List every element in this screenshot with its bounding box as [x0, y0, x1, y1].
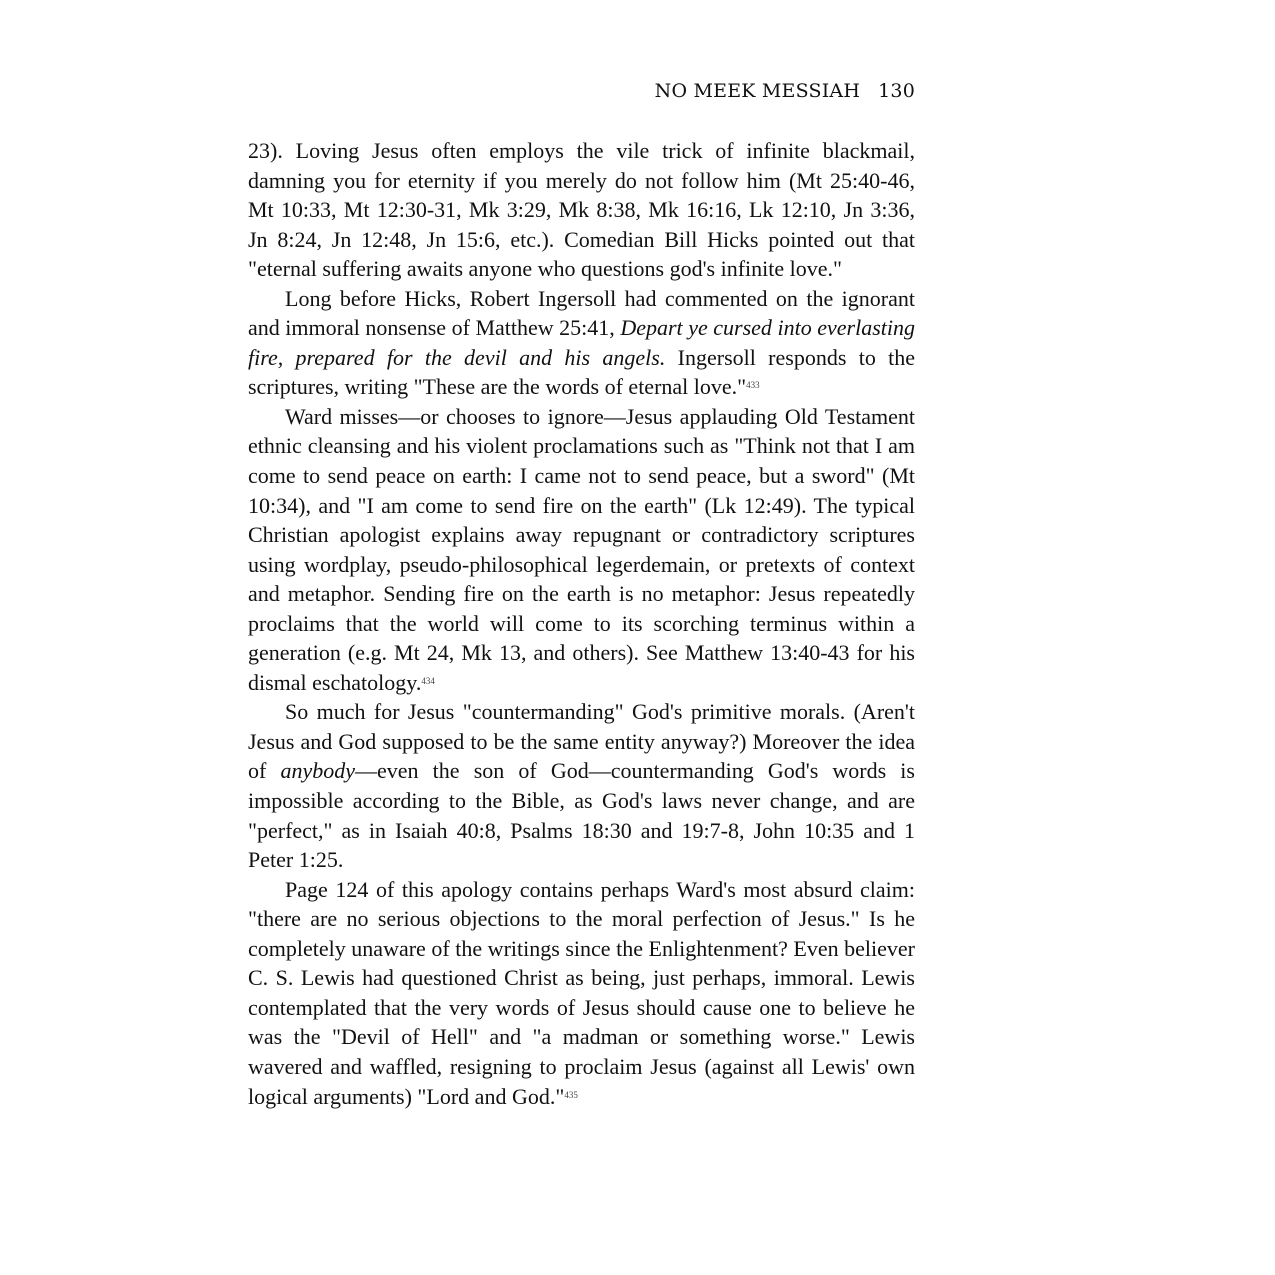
paragraph-text: Page 124 of this apology contains perhaps Ward's most absurd claim: "there are no serious objections to the moral perfection of Jesus." Is he completely unaware of the writings since the Enlightenment? Even believer C. S. Lewis had questioned Christ as being, just perhaps, immoral. Lewis contemplated that the very words of Jesus should cause one to believe he was the "Devil of Hell" and "a madman or something worse." Lewis wavered and waffled, resigning to proclaim Jesus (against all Lewis' own logical arguments) "Lord and God." — [248, 876, 915, 1109]
paragraph — [248, 402, 915, 697]
body-text — [248, 136, 915, 1111]
paragraph-text: So much for Jesus "countermanding" God's primitive morals. (Aren't Jesus and God supposed to be the same entity anyway?) Moreover the idea of — [248, 699, 915, 784]
paragraph-text: Ward misses—or chooses to ignore—Jesus applauding Old Testament ethnic cleansing and his violent proclamations such as "Think not that I am come to send peace on earth: I came not to send peace, but a sword" (Mt 10:34), and "I am come to send fire on the earth" (Lk 12:49). The typical Christian apologist explains away repugnant or contradictory scriptures using wordplay, pseudo-philosophical legerdemain, or pretexts of context and metaphor. Sending fire on the earth is no metaphor: Jesus repeatedly proclaims that the world will come to its scorching terminus within a generation (e.g. Mt 24, Mk 13, and others). See Matthew 13:40-43 for his dismal eschatology. — [248, 403, 915, 695]
paragraph-text: Long before Hicks, Robert Ingersoll had commented on the ignorant and immoral nonsense of Matthew 25:41, — [248, 285, 915, 341]
paragraph — [248, 875, 915, 1111]
paragraph — [248, 697, 915, 874]
page-header — [248, 78, 915, 104]
scripture-quote: Depart ye cursed into everlasting fire, prepared for the devil and his angels. — [248, 315, 915, 370]
page-number: 130 — [878, 80, 915, 102]
footnote-marker: 434 — [421, 675, 435, 686]
paragraph — [248, 136, 915, 284]
emphasis: anybody — [280, 758, 355, 784]
footnote-marker: 435 — [564, 1089, 578, 1100]
paragraph-text: 23). Loving Jesus often employs the vile trick of infinite blackmail, damning you for eternity if you merely do not follow him (Mt 25:40-46, Mt 10:33, Mt 12:30-31, Mk 3:29, Mk 8:38, Mk 16:16, Lk 12:10, Jn 3:36, Jn 8:24, Jn 12:48, Jn 15:6, etc.). Comedian Bill Hicks pointed out that "eternal suffering awaits anyone who questions god's infinite love." — [248, 138, 915, 282]
paragraph-text: Ingersoll responds to the scriptures, writing "These are the words of eternal love." — [248, 344, 916, 400]
paragraph-text: —even the son of God—countermanding God's words is impossible according to the Bible, as God's laws never change, and are "perfect," as in Isaiah 40:8, Psalms 18:30 and 19:7-8, John 10:35 and 1 Peter 1:25. — [248, 758, 915, 873]
running-title: NO MEEK MESSIAH — [654, 80, 861, 102]
footnote-marker: 433 — [746, 380, 760, 391]
paragraph — [248, 284, 915, 402]
